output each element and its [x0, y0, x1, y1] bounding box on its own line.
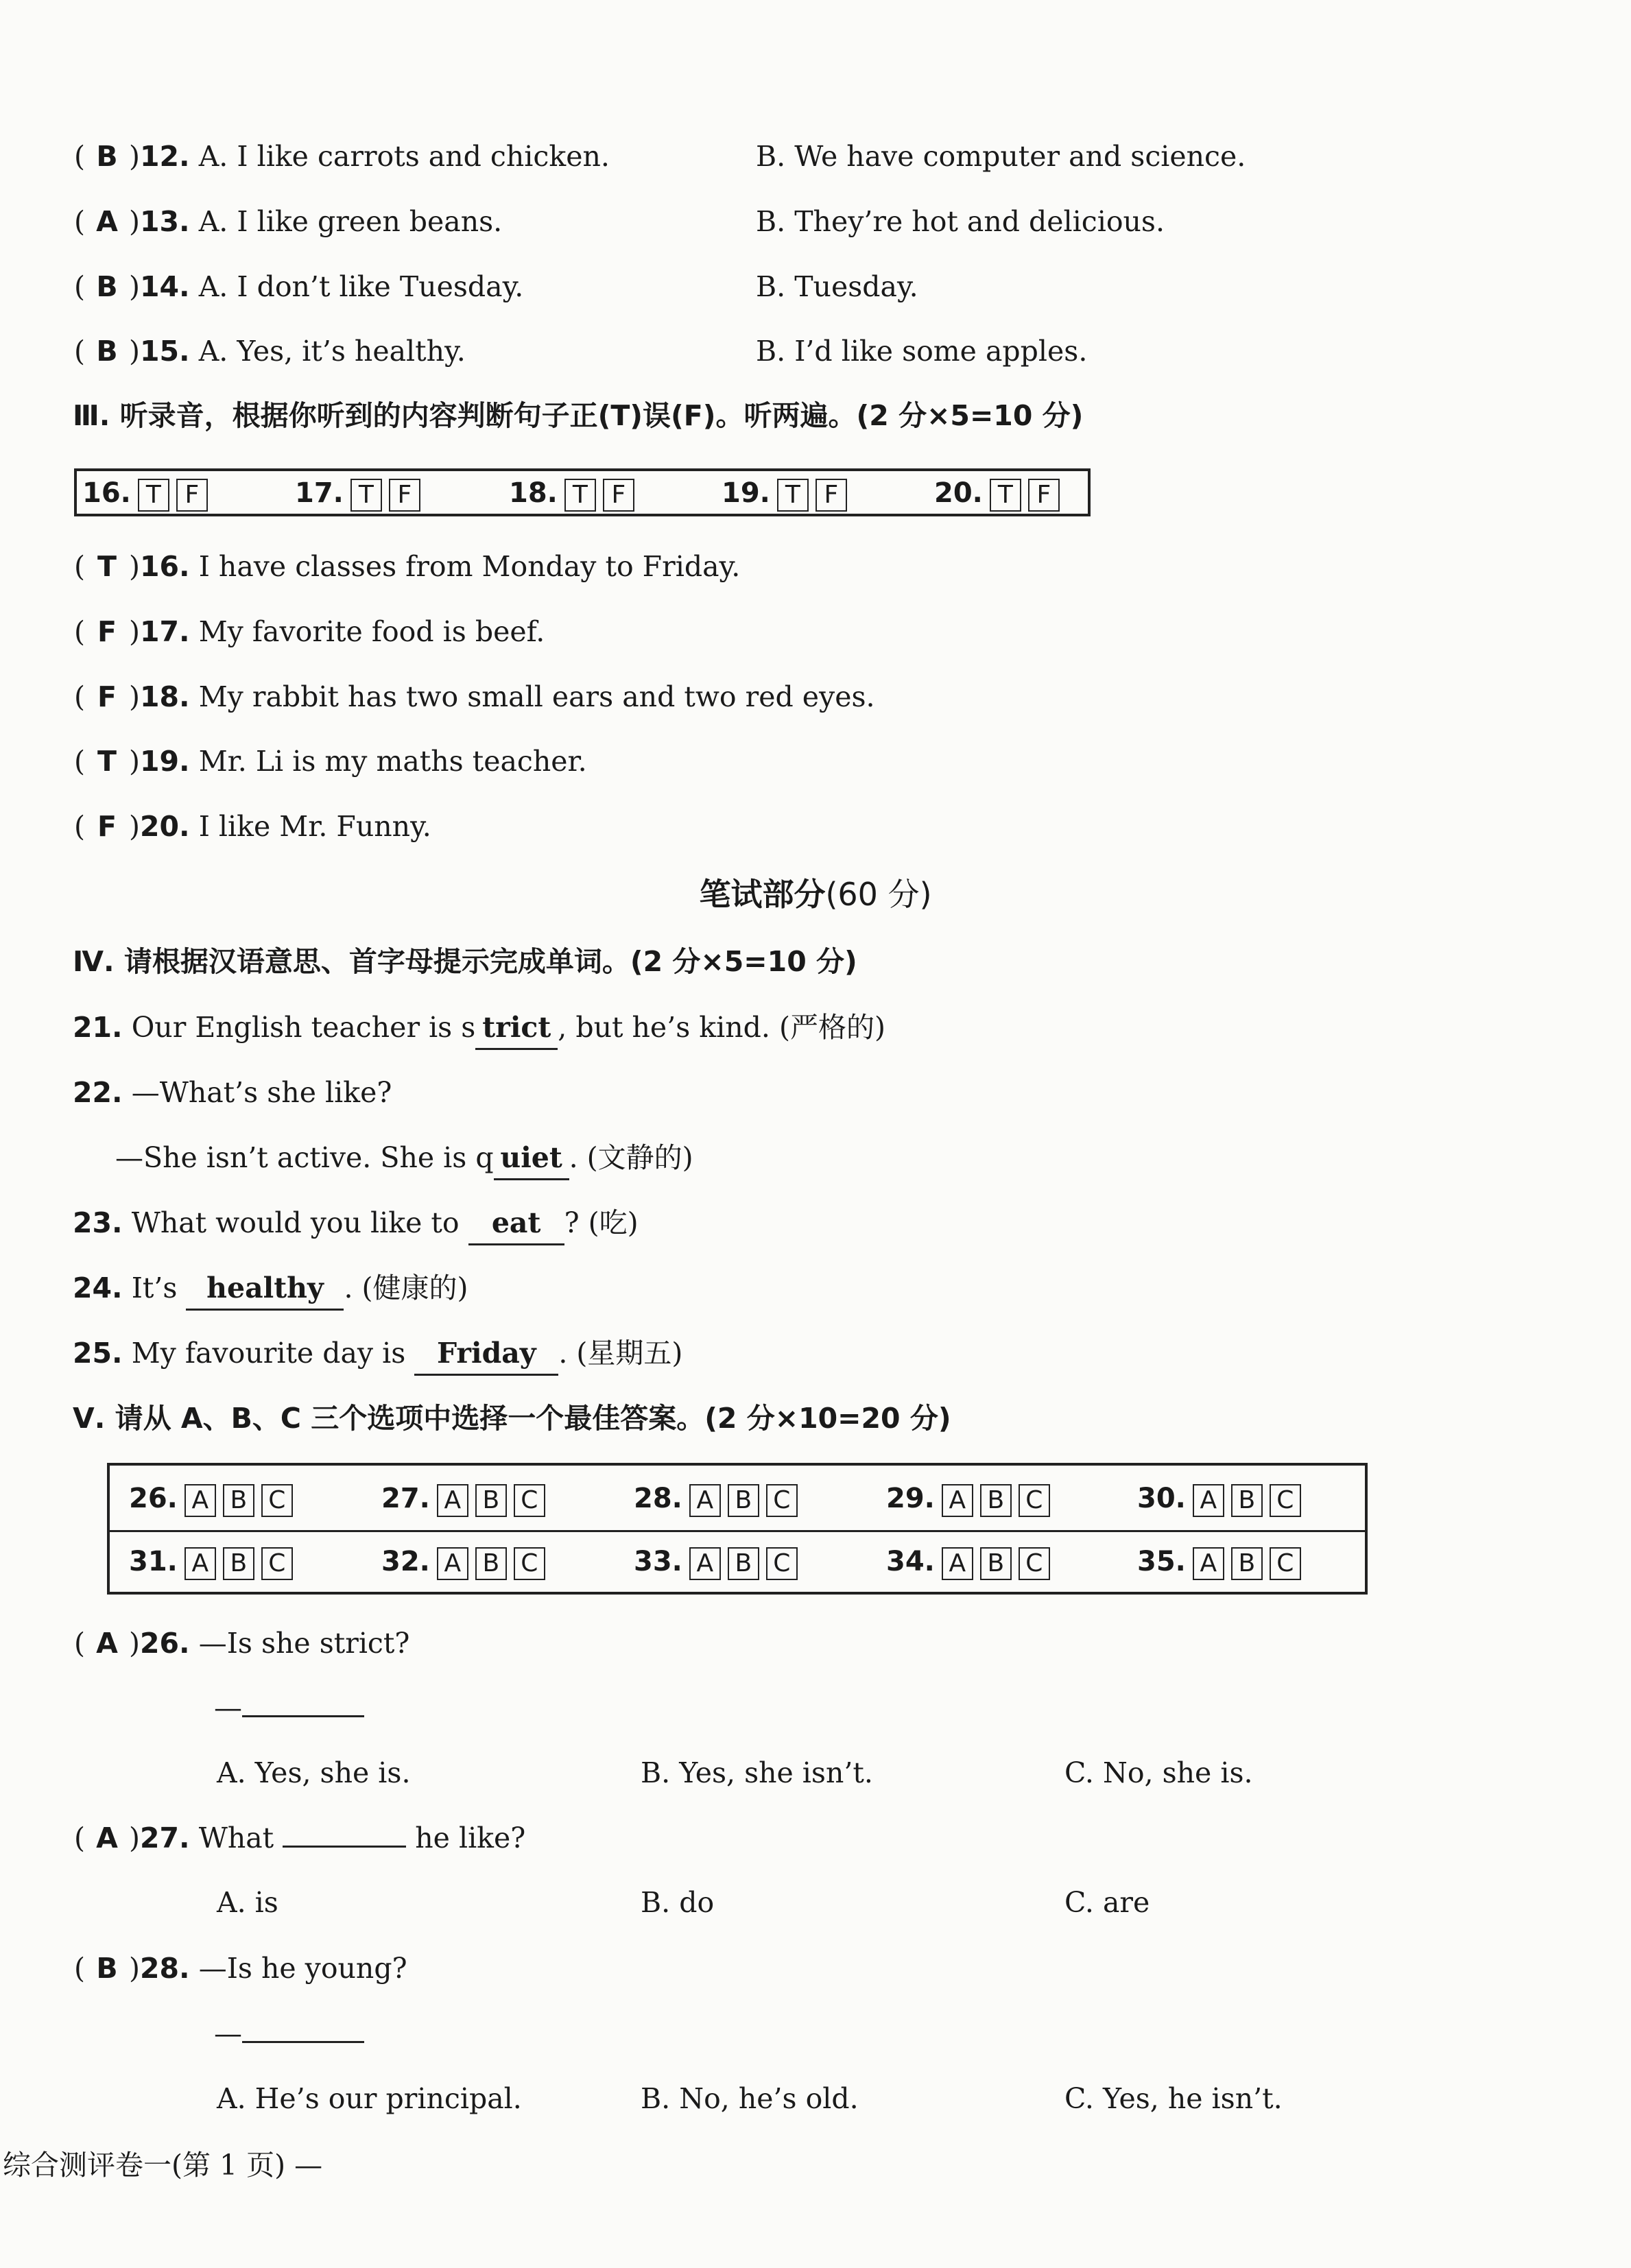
question-17: ( F )17. My favorite food is beef. [74, 611, 545, 652]
answer: T [97, 550, 117, 583]
q26-option-b: B. Yes, she isn’t. [641, 1756, 873, 1789]
option-f-box[interactable]: F [603, 479, 634, 512]
answer-blank[interactable] [242, 2016, 364, 2043]
question-14 [74, 266, 523, 307]
answer: B [96, 270, 118, 303]
reply-dash: — [214, 1691, 242, 1724]
question-text: My favourite day is [131, 1337, 406, 1370]
question-24 [73, 1267, 468, 1311]
question-text-post: . (星期五) [558, 1337, 683, 1370]
choice-c-box[interactable]: C [766, 1547, 798, 1580]
question-text: My favorite food is beef. [198, 615, 545, 648]
choice-c-box[interactable]: C [514, 1484, 545, 1517]
written-title: 笔试部分 [699, 876, 826, 913]
option-t-box[interactable]: T [777, 479, 809, 512]
answer: T [97, 745, 117, 778]
question-text: My rabbit has two small ears and two red eyes. [198, 680, 875, 713]
question-number: 24. [73, 1272, 123, 1304]
choice-a-box[interactable]: A [184, 1484, 216, 1517]
answer-paren: ( A ) [74, 201, 140, 242]
cell-number: 20. [934, 477, 983, 509]
question-text: —Is she strict? [198, 1627, 410, 1660]
answer: F [97, 810, 117, 843]
grid-cell-30 [1137, 1479, 1301, 1518]
grid-cell-27 [381, 1479, 545, 1518]
option-b: B. I’d like some apples. [756, 335, 1088, 368]
fill-answer[interactable]: uiet [494, 1137, 569, 1180]
question-text: —She isn’t active. She is q [115, 1141, 494, 1174]
reply-dash: — [214, 2017, 242, 2050]
cell-number: 34. [886, 1546, 935, 1577]
question-number: 12. [140, 140, 190, 173]
fill-answer[interactable]: Friday [414, 1333, 558, 1376]
question-number: 25. [73, 1337, 123, 1370]
cell-number: 17. [295, 477, 344, 509]
answer: B [96, 1952, 118, 1985]
question-26-reply [214, 1687, 364, 1728]
tf-answer-box [74, 468, 1091, 516]
question-13 [74, 201, 502, 242]
tf-cell-20 [934, 474, 1060, 512]
cell-number: 31. [129, 1546, 178, 1577]
choice-a-box[interactable]: A [1193, 1547, 1224, 1580]
question-number: 20. [140, 810, 190, 843]
question-number: 13. [140, 205, 190, 238]
answer: B [96, 335, 118, 368]
choice-c-box[interactable]: C [261, 1484, 293, 1517]
question-number: 19. [140, 745, 190, 778]
choice-c-box[interactable]: C [261, 1547, 293, 1580]
option-f-box[interactable]: F [1028, 479, 1060, 512]
question-text: What would you like to [131, 1206, 460, 1239]
question-text: I have classes from Monday to Friday. [198, 550, 741, 583]
tf-cell-17 [295, 474, 420, 512]
question-text-post: he like? [415, 1822, 526, 1854]
grid-cell-34 [886, 1542, 1050, 1581]
option-a: A. I like green beans. [198, 205, 503, 238]
answer: A [96, 1822, 118, 1854]
grid-cell-32 [381, 1542, 545, 1581]
question-28-reply [214, 2013, 364, 2054]
question-15-option-b [756, 331, 1087, 372]
q27-option-a: A. is [217, 1886, 278, 1919]
choice-c-box[interactable]: C [1270, 1547, 1301, 1580]
answer-blank[interactable] [283, 1821, 406, 1848]
q27-option-c: C. are [1064, 1886, 1150, 1919]
question-text-post: . (健康的) [344, 1272, 468, 1304]
option-t-box[interactable]: T [138, 479, 169, 512]
option-a: A. I like carrots and chicken. [198, 140, 610, 173]
cell-number: 16. [82, 477, 131, 509]
question-28: ( B )28. —Is he young? [74, 1948, 407, 1989]
cell-number: 33. [634, 1546, 682, 1577]
question-number: 14. [140, 270, 190, 303]
question-15 [74, 331, 466, 372]
answer-paren: ( B ) [74, 136, 140, 177]
option-a: A. I don’t like Tuesday. [198, 270, 524, 303]
choice-c-box[interactable]: C [514, 1547, 545, 1580]
q26-option-c: C. No, she is. [1064, 1756, 1253, 1789]
question-text-post: , but he’s kind. (严格的) [558, 1011, 885, 1044]
answer: A [96, 1627, 118, 1660]
choice-b-box[interactable]: B [223, 1547, 254, 1580]
question-number: 16. [140, 550, 190, 583]
cell-number: 18. [509, 477, 558, 509]
choice-a-box[interactable]: A [437, 1484, 468, 1517]
cell-number: 30. [1137, 1483, 1186, 1514]
answer: B [96, 140, 118, 173]
option-b: B. We have computer and science. [756, 140, 1246, 173]
option-f-box[interactable]: F [389, 479, 420, 512]
question-26: ( A )26. —Is she strict? [74, 1623, 409, 1664]
option-f-box[interactable]: F [176, 479, 208, 512]
grid-cell-28 [634, 1479, 798, 1518]
question-text: —Is he young? [198, 1952, 407, 1985]
option-f-box[interactable]: F [816, 479, 847, 512]
grid-divider [110, 1530, 1365, 1532]
choice-b-box[interactable]: B [1231, 1547, 1263, 1580]
question-text: Mr. Li is my maths teacher. [198, 745, 587, 778]
question-18: ( F )18. My rabbit has two small ears and two red eyes. [74, 676, 875, 717]
question-22-line-2 [115, 1137, 693, 1180]
choice-a-box[interactable]: A [942, 1547, 973, 1580]
question-27: ( A )27. What he like? [74, 1817, 525, 1859]
q27-option-b: B. do [641, 1886, 715, 1919]
question-12 [74, 136, 610, 177]
choice-c-box[interactable]: C [1019, 1547, 1050, 1580]
choice-b-box[interactable]: B [475, 1547, 507, 1580]
option-b: B. They’re hot and delicious. [756, 205, 1165, 238]
choice-c-box[interactable]: C [1270, 1484, 1301, 1517]
answer-paren: ( B ) [74, 266, 140, 307]
abc-answer-grid [107, 1463, 1368, 1595]
choice-b-box[interactable]: B [980, 1547, 1012, 1580]
question-number: 15. [140, 335, 190, 368]
cell-number: 19. [722, 477, 770, 509]
option-b: B. Tuesday. [756, 270, 918, 303]
question-number: 18. [140, 680, 190, 713]
question-20: ( F )20. I like Mr. Funny. [74, 806, 431, 847]
tf-cell-18 [509, 474, 634, 512]
question-text: What [198, 1822, 274, 1854]
question-number: 27. [140, 1822, 190, 1854]
fill-answer[interactable]: healthy [186, 1267, 344, 1311]
section-4-title: Ⅳ. 请根据汉语意思、首字母提示完成单词。(2 分×5=10 分) [73, 945, 857, 978]
question-number: 17. [140, 615, 190, 648]
choice-a-box[interactable]: A [184, 1547, 216, 1580]
question-14-option-b [756, 266, 918, 307]
question-number: 21. [73, 1011, 123, 1044]
question-number: 28. [140, 1952, 190, 1985]
answer-blank[interactable] [242, 1691, 364, 1717]
choice-b-box[interactable]: B [728, 1484, 759, 1517]
answer-paren: ( B ) [74, 331, 140, 372]
question-text: —What’s she like? [131, 1076, 392, 1109]
page-footer: 综合测评卷一(第 1 页) — [3, 2149, 323, 2182]
choice-a-box[interactable]: A [437, 1547, 468, 1580]
choice-b-box[interactable]: B [728, 1547, 759, 1580]
choice-b-box[interactable]: B [980, 1484, 1012, 1517]
cell-number: 35. [1137, 1546, 1186, 1577]
q28-option-a: A. He’s our principal. [217, 2082, 522, 2115]
grid-cell-33 [634, 1542, 798, 1581]
choice-a-box[interactable]: A [942, 1484, 973, 1517]
grid-cell-29 [886, 1479, 1050, 1518]
written-score: (60 分) [825, 876, 932, 913]
choice-b-box[interactable]: B [475, 1484, 507, 1517]
question-text: I like Mr. Funny. [198, 810, 431, 843]
question-25 [73, 1333, 682, 1376]
cell-number: 27. [381, 1483, 430, 1514]
question-number: 26. [140, 1627, 190, 1660]
q28-option-c: C. Yes, he isn’t. [1064, 2082, 1283, 2115]
question-text-post: ? (吃) [564, 1206, 639, 1239]
cell-number: 32. [381, 1546, 430, 1577]
grid-cell-31 [129, 1542, 293, 1581]
section-3-title: Ⅲ. 听录音，根据你听到的内容判断句子正(T)误(F)。听两遍。(2 分×5=10 分) [73, 399, 1084, 432]
choice-a-box[interactable]: A [689, 1547, 721, 1580]
q26-option-a: A. Yes, she is. [217, 1756, 411, 1789]
cell-number: 29. [886, 1483, 935, 1514]
cell-number: 28. [634, 1483, 682, 1514]
tf-cell-19 [722, 474, 847, 512]
question-text-post: . (文静的) [569, 1141, 693, 1174]
choice-c-box[interactable]: C [1019, 1484, 1050, 1517]
option-t-box[interactable]: T [990, 479, 1021, 512]
q28-option-b: B. No, he’s old. [641, 2082, 859, 2115]
choice-c-box[interactable]: C [766, 1484, 798, 1517]
fill-answer[interactable]: trict [475, 1007, 558, 1050]
question-12-option-b [756, 136, 1246, 177]
question-23 [73, 1202, 639, 1245]
cell-number: 26. [129, 1483, 178, 1514]
question-text: It’s [131, 1272, 178, 1304]
question-number: 22. [73, 1076, 123, 1109]
fill-answer[interactable]: eat [468, 1202, 564, 1245]
question-19: ( T )19. Mr. Li is my maths teacher. [74, 741, 587, 782]
choice-b-box[interactable]: B [1231, 1484, 1263, 1517]
question-text: Our English teacher is s [131, 1011, 476, 1044]
option-a: A. Yes, it’s healthy. [198, 335, 466, 368]
answer: F [97, 680, 117, 713]
question-22 [73, 1072, 392, 1113]
grid-cell-35 [1137, 1542, 1301, 1581]
grid-cell-26 [129, 1479, 293, 1518]
question-13-option-b [756, 201, 1165, 242]
option-t-box[interactable]: T [350, 479, 382, 512]
written-part-title [0, 872, 1631, 916]
answer: F [97, 615, 117, 648]
choice-a-box[interactable]: A [689, 1484, 721, 1517]
question-number: 23. [73, 1206, 123, 1239]
section-5-title: Ⅴ. 请从 A、B、C 三个选项中选择一个最佳答案。(2 分×10=20 分) [73, 1402, 951, 1435]
answer: A [96, 205, 118, 238]
question-16: ( T )16. I have classes from Monday to Friday. [74, 546, 740, 587]
choice-b-box[interactable]: B [223, 1484, 254, 1517]
tf-cell-16 [82, 474, 208, 512]
choice-a-box[interactable]: A [1193, 1484, 1224, 1517]
option-t-box[interactable]: T [564, 479, 596, 512]
question-21 [73, 1007, 885, 1050]
